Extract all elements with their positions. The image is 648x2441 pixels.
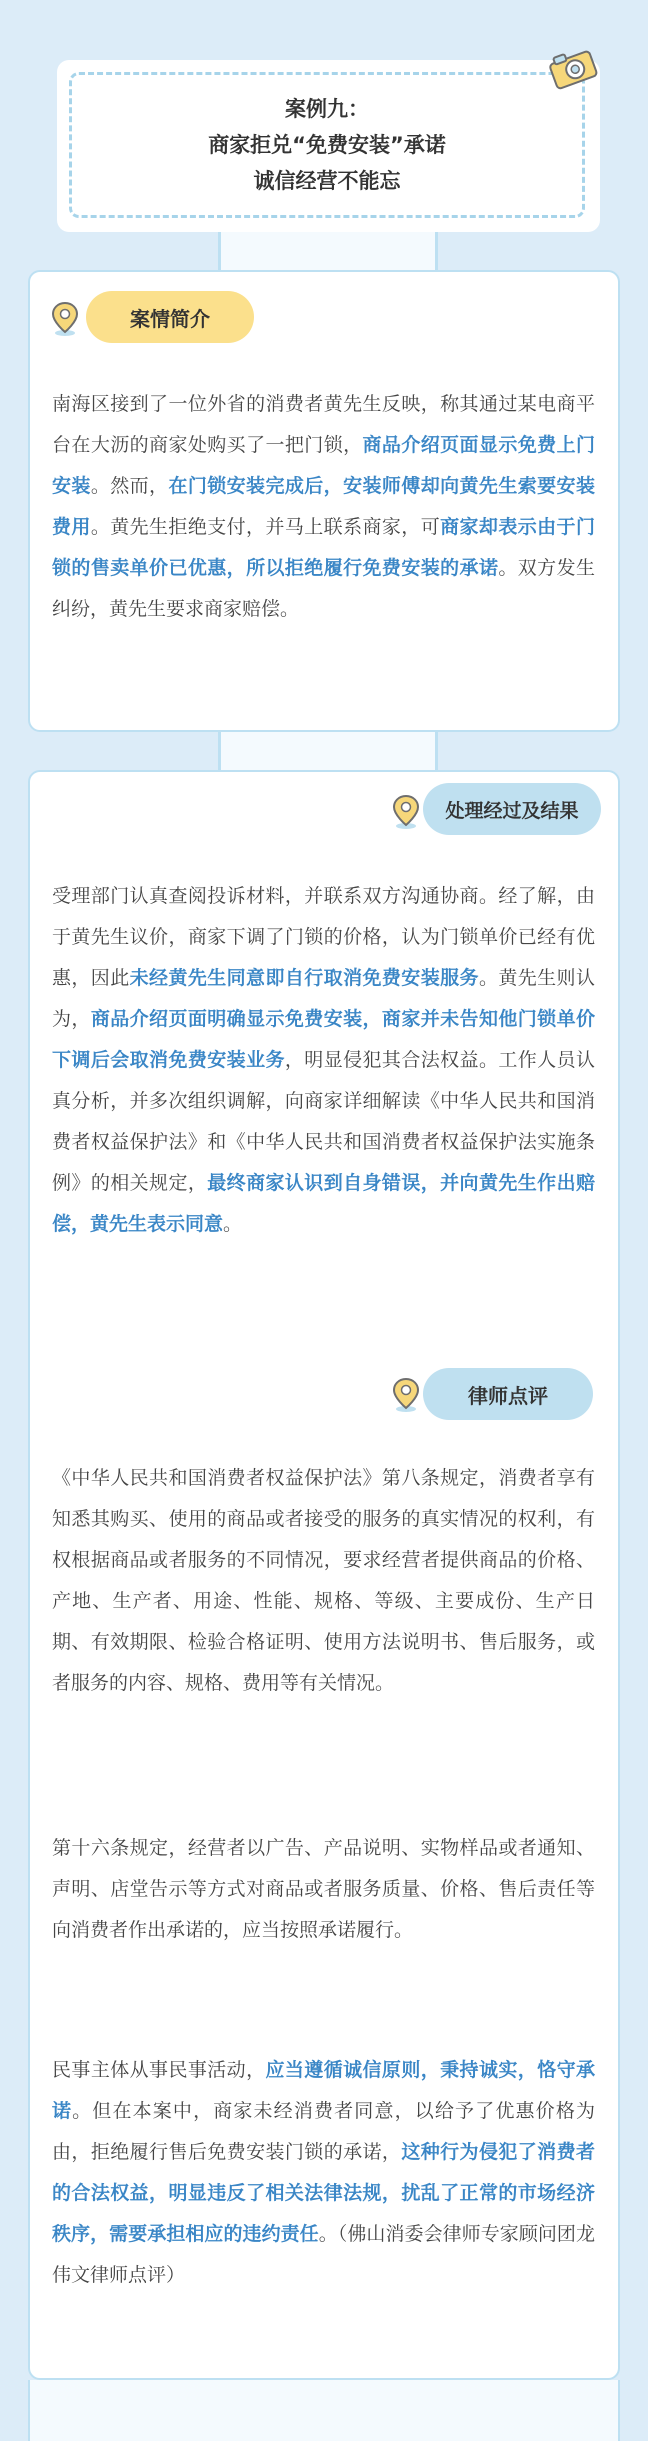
- section-tag-case-summary: 案情简介: [86, 291, 254, 343]
- location-pin-icon: [50, 301, 80, 337]
- case-summary-text: 。然而，: [90, 475, 169, 497]
- location-pin-icon: [391, 1377, 421, 1413]
- location-pin-icon: [391, 794, 421, 830]
- case-summary-text: 。黄先生拒绝支付，并马上联系商家，可: [90, 516, 441, 538]
- lawyer-comment-highlight: 这种行为侵犯了消费者的合法权益，明显违反了相关法律法规，扰乱了正常的市场经济秩序，需要承担相应的违约责任: [52, 2141, 595, 2245]
- case-summary-paragraph: [52, 384, 595, 630]
- lawyer-comment-paragraph-3: [52, 2050, 595, 2296]
- process-result-text: 受理部门认真查阅投诉材料，并联系双方沟通协商。经了解，由于黄先生议价，商家下调了门锁的价格，认为门锁单价已经有优惠，因此: [52, 885, 595, 989]
- case-title: 商家拒兑“免费安装”承诺: [208, 133, 446, 157]
- camera-icon: [544, 47, 602, 91]
- process-result-highlight: 最终商家认识到自身错误，并向黄先生作出赔偿，黄先生表示同意: [52, 1172, 595, 1235]
- lawyer-comment-paragraph-2: 第十六条规定，经营者以广告、产品说明、实物样品或者通知、声明、店堂告示等方式对商品或者服务质量、价格、售后责任等向消费者作出承诺的，应当按照承诺履行。: [52, 1837, 595, 1941]
- case-summary-highlight: 在门锁安装完成后，安装师傅却向黄先生索要安装费用: [52, 475, 595, 538]
- connector: [218, 232, 438, 270]
- section-tag-lawyer-comment: 律师点评: [423, 1368, 593, 1420]
- lawyer-comment-text: 。（佛山消委会律师专家顾问团龙伟文律师点评）: [52, 2223, 595, 2286]
- process-result-highlight: 商品介绍页面明确显示免费安装，商家并未告知他门锁单价下调后会取消免费安装业务: [52, 1008, 595, 1071]
- case-summary-highlight: 商品介绍页面显示免费上门安装: [52, 434, 595, 497]
- section-tag-process-result: 处理经过及结果: [423, 783, 601, 835]
- process-result-text: ，明显侵犯其合法权益。工作人员认真分析，并多次组织调解，向商家详细解读《中华人民共和国消费者权益保护法》和《中华人民共和国消费者权益保护法实施条例》的相关规定，: [52, 1049, 595, 1194]
- lawyer-comment-text: 。但在本案中，商家未经消费者同意，以给予了优惠价格为由，拒绝履行售后免费安装门锁的承诺，: [52, 2100, 595, 2163]
- case-subtitle: 诚信经营不能忘: [253, 169, 401, 193]
- bottom-band: [28, 2380, 620, 2441]
- title-frame: [69, 72, 585, 218]
- connector: [218, 732, 438, 770]
- process-result-paragraph: [52, 876, 595, 1245]
- lawyer-comment-highlight: 应当遵循诚信原则，秉持诚实，恪守承诺: [52, 2059, 595, 2122]
- process-result-highlight: 未经黄先生同意即自行取消免费安装服务: [129, 967, 479, 989]
- case-number: 案例九：: [285, 97, 369, 121]
- lawyer-comment-paragraph-1: 《中华人民共和国消费者权益保护法》第八条规定，消费者享有知悉其购买、使用的商品或者接受的服务的真实情况的权利，有权根据商品或者服务的不同情况，要求经营者提供商品的价格、产地、生产者、用途、性能、规格、等级、主要成份、生产日期、有效期限、检验合格证明、使用方法说明书、售后服务，或者服务的内容、规格、费用等有关情况。: [52, 1467, 595, 1694]
- case-summary-highlight: 商家却表示由于门锁的售卖单价已优惠，所以拒绝履行免费安装的承诺: [52, 516, 595, 579]
- process-result-text: 。黄先生则认为，: [52, 967, 595, 1030]
- lawyer-comment-text: 民事主体从事民事活动，: [52, 2059, 266, 2081]
- process-result-text: 。: [223, 1213, 243, 1235]
- case-summary-text: 南海区接到了一位外省的消费者黄先生反映，称其通过某电商平台在大沥的商家处购买了一把门锁，: [52, 393, 595, 456]
- case-summary-text: 。双方发生纠纷，黄先生要求商家赔偿。: [52, 557, 595, 620]
